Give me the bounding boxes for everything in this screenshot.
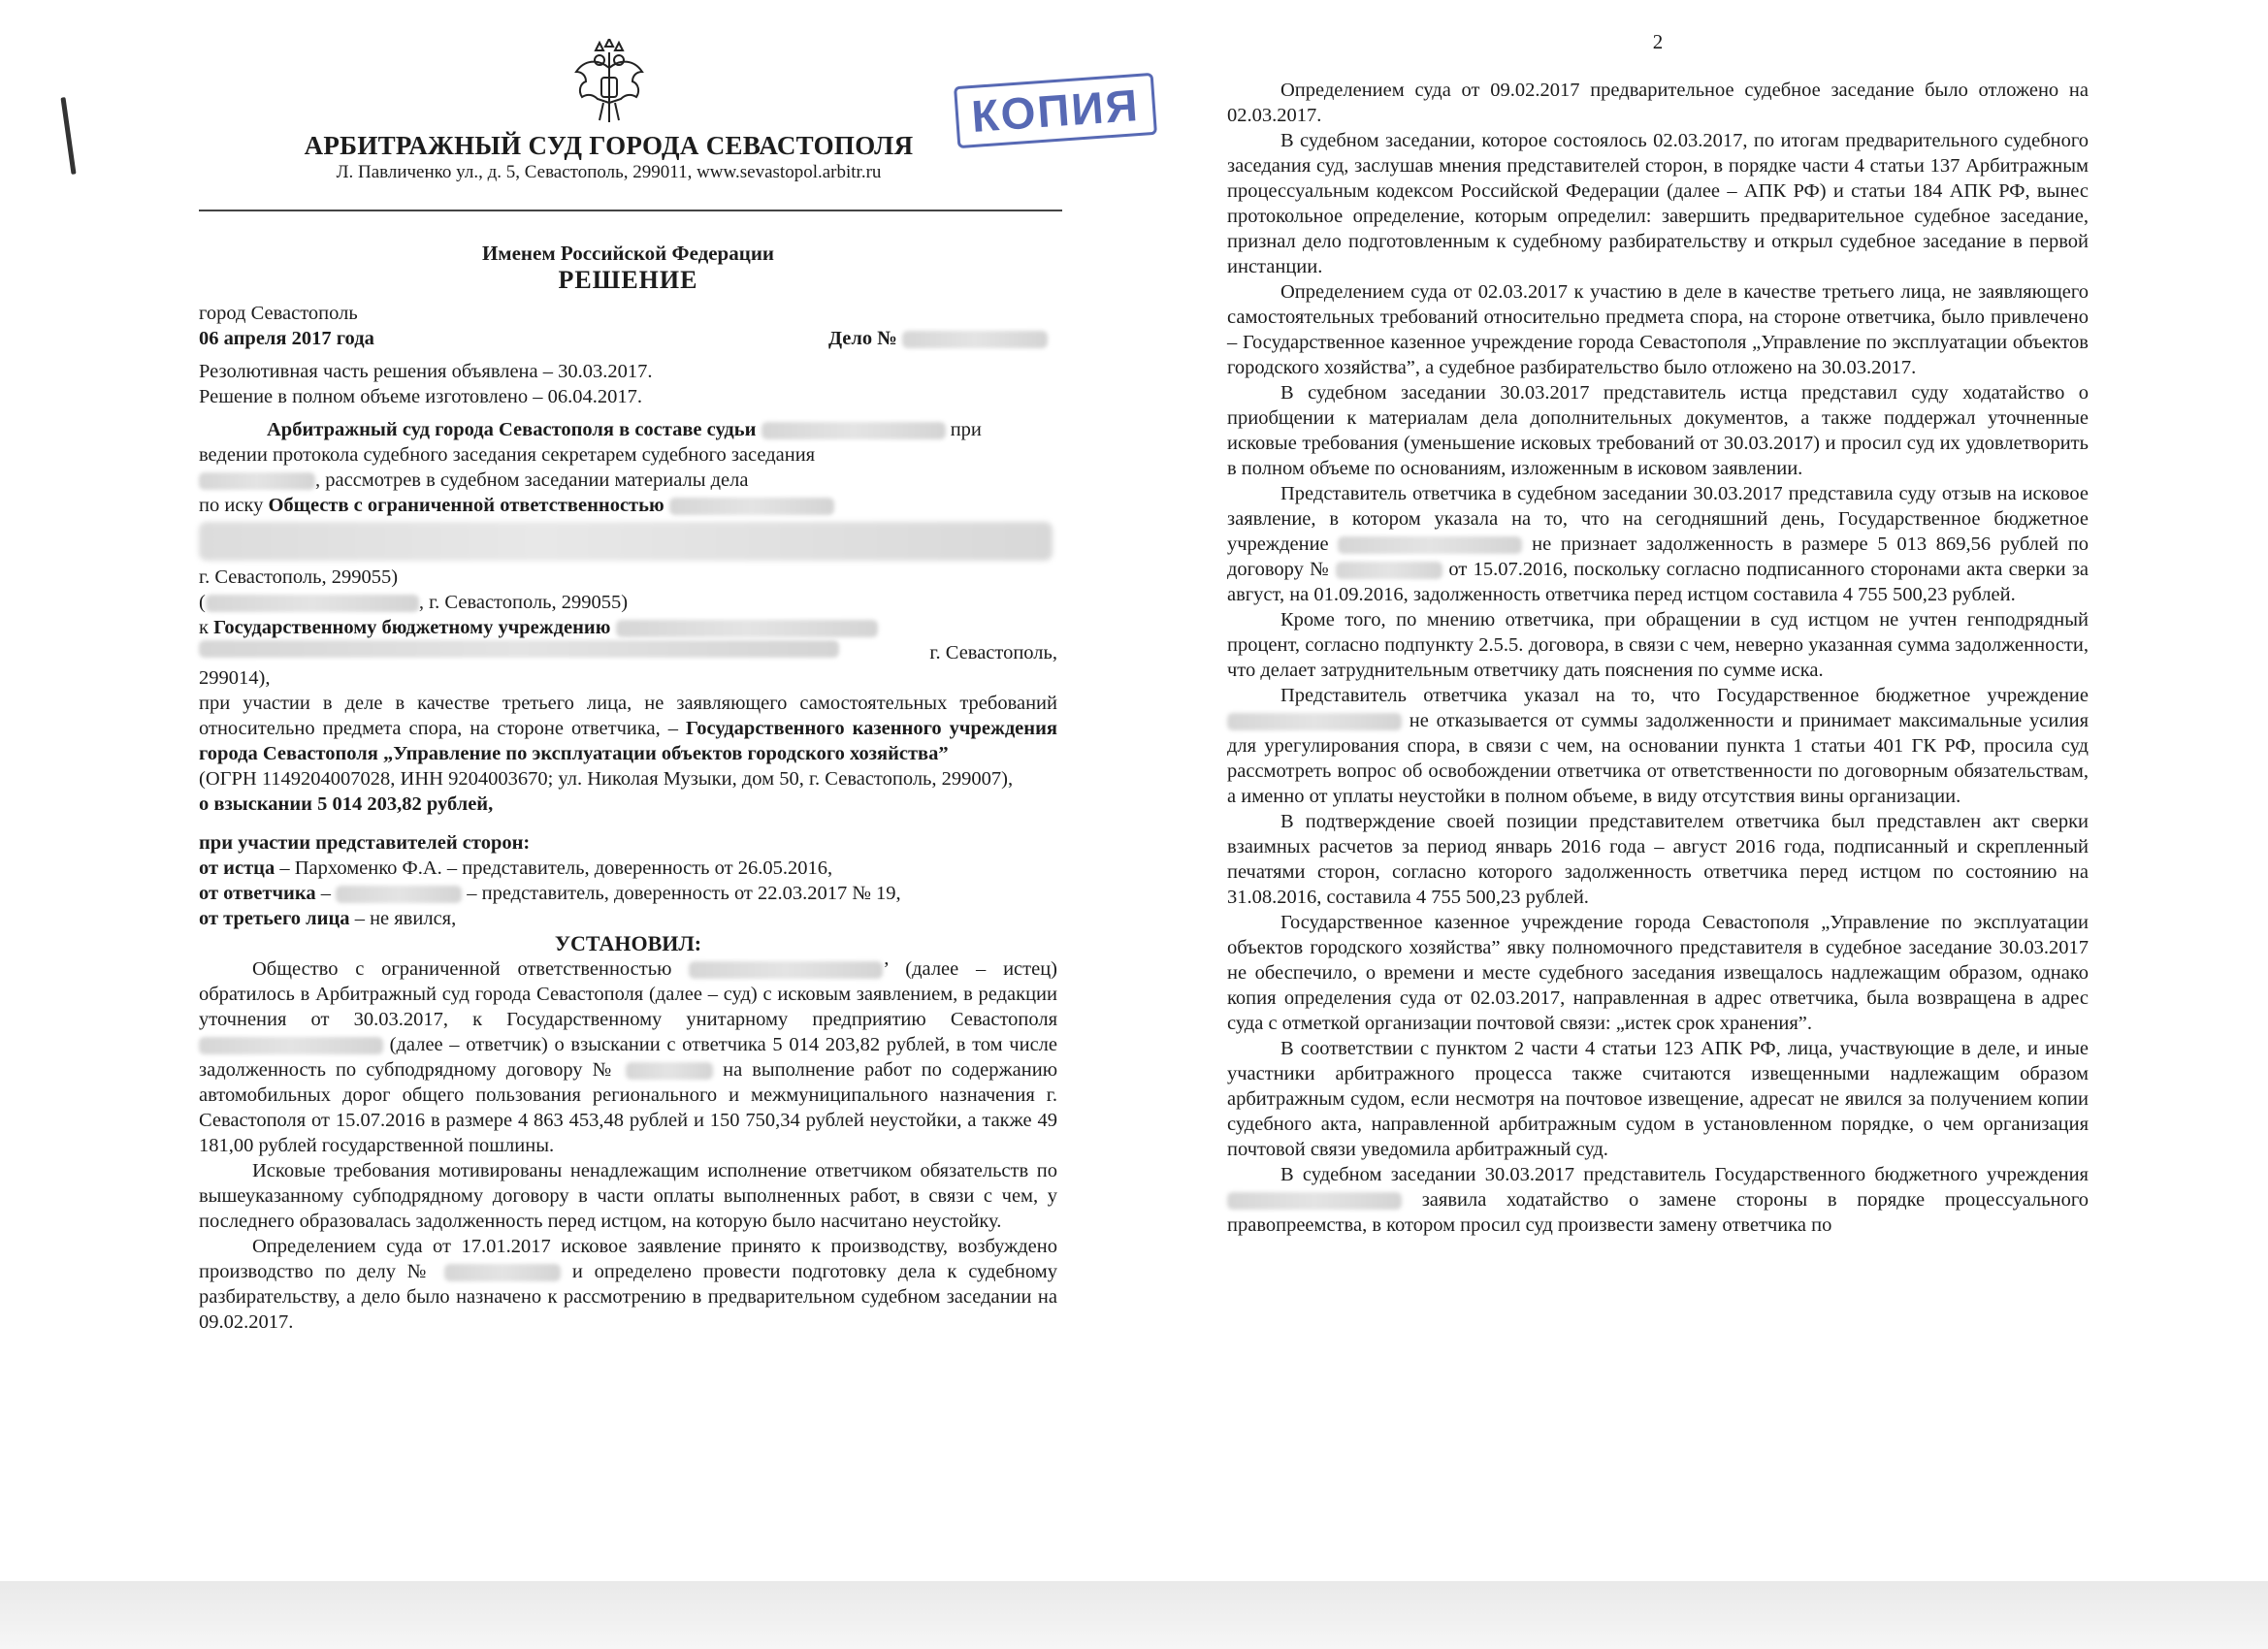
p5-b: не признает задолженность в размере 5 013 869,56 рублей по договору №: [1227, 534, 2089, 580]
plaintiff-address: [199, 590, 1057, 615]
claim-amount: о взыскании 5 014 203,82 рублей,: [199, 793, 494, 815]
redacted-institution-3: [1227, 1192, 1402, 1210]
page-1: [199, 39, 1057, 1335]
redacted-defendant: [616, 620, 878, 637]
composition-tail: при: [950, 419, 982, 440]
from-third: [199, 906, 1057, 931]
plaintiff-city: г. Севастополь, 299055): [199, 566, 399, 588]
from-plaintiff: [199, 856, 1057, 881]
redacted-company: [689, 961, 883, 979]
defendant-city: г. Севастополь,: [929, 642, 1057, 663]
p7-a: Представитель ответчика указал на то, что Государственное бюджетное учреждение: [1280, 685, 2089, 706]
paragraph-r6: Кроме того, по мнению ответчика, при обращении в суд истцом не учтен генподрядный процент, согласно подпункту 2.5.5. договора, в связи с чем, неверно указанная сумма задолженности, что делает затруднительным ответчику дать пояснения по сумме иска.: [1227, 609, 2089, 681]
redacted-secretary: [199, 472, 315, 490]
redacted-case-ref: [444, 1264, 561, 1281]
redacted-judge: [761, 422, 946, 439]
plaintiff-line: [199, 493, 1057, 518]
redacted-institution-2: [1227, 713, 1402, 730]
case-number: [828, 326, 1057, 351]
decision-date: 06 апреля 2017 года: [199, 328, 374, 349]
court-name: АРБИТРАЖНЫЙ СУД ГОРОДА СЕВАСТОПОЛЯ: [304, 131, 914, 160]
from-defendant-dash: –: [320, 883, 331, 904]
p5-a: Представитель ответчика в судебном заседании 30.03.2017 представила суду отзыв на исковое заявление, в котором указала на то, что на сегодняшний день, Государственное бюджетное учреждение: [1227, 483, 2089, 555]
paragraph-r2: В судебном заседании, которое состоялось 02.03.2017, по итогам предварительного судебного заседания суд, заслушав мнения представителей сторон, в порядке части 4 статьи 137 Арбитражным процессуальным кодексом Российской Федерации (далее – АПК РФ) и статьи 184 АПК РФ, вынес протокольное определение, которым определил: завершить предварительное судебное заседание, признал дело подготовленным к судебному разбирательству и открыл судебное заседание в первой инстанции.: [1227, 130, 2089, 277]
paragraph-r10: В соответствии с пунктом 2 части 4 статьи 123 АПК РФ, лица, участвующие в деле, и иные участники арбитражного процесса также считаются извещенными надлежащим образом арбитражным судом, если несмотря на почтовое извещение, адресат не явился за получением копии судебного акта, направленной арбитражным судом в установленном порядке, о чем организация почтовой связи уведомила арбитражный суд.: [1227, 1038, 2089, 1160]
decision-title: РЕШЕНИЕ: [558, 266, 698, 294]
date-case-row: [199, 326, 1057, 351]
court-composition: [199, 417, 1057, 442]
para1-d: на выполнение работ по содержанию автомобильных дорог общего пользования регионального и межмуниципального назначения г. Севастополя от 15.07.2016 в размере 4 863 453,48 рублей и 150 750,34 рублей неустойки, а также 49 181,00 рублей государственной пошлины.: [199, 1059, 1058, 1156]
redacted-institution: [1338, 536, 1522, 554]
paragraph-1: [199, 956, 1057, 1158]
third-party-block: [199, 691, 1057, 766]
paragraph-r1: Определением суда от 09.02.2017 предварительное судебное заседание было отложено на 02.03.2017.: [1227, 80, 2089, 126]
protocol-line: ведении протокола судебного заседания секретарем судебного заседания: [199, 444, 816, 466]
decision-made: Решение в полном объеме изготовлено – 06.04.2017.: [199, 386, 642, 407]
from-defendant-label: от ответчика: [199, 883, 316, 904]
redacted-address: [206, 595, 419, 612]
header-divider: [199, 210, 1062, 211]
paragraph-r7: [1227, 683, 2089, 809]
third-party-name: Государственного казенного учреждения города Севастополя „Управление по эксплуатации объектов городского хозяйства”: [199, 718, 1057, 764]
plaintiff-name: Обществ с ограниченной ответственностью: [268, 495, 664, 516]
paragraph-3: [199, 1234, 1057, 1335]
address-open: (: [199, 592, 206, 613]
para1-b: ’ (далее – истец) обратилось в Арбитражный суд города Севастополя (далее – суд) с исковым заявлением, в редакции уточнения от 30.03.2017, к Государственному унитарному предприятию Севастополя: [199, 958, 1058, 1030]
defendant-name: Государственному бюджетному учреждению: [213, 617, 611, 638]
considered-text: , рассмотрев в судебном заседании материалы дела: [315, 469, 749, 491]
paragraph-r9: Государственное казенное учреждение города Севастополя „Управление по эксплуатации объектов городского хозяйства” явку полномочного представителя в судебное заседание 30.03.2017 не обеспечило, о времени и месте судебного заседания извещалось надлежащим образом, однако копия определения суда от 02.03.2017, направленная в адрес ответчика, была возвращена в адрес суда с отметкой организации почтовой связи: „истек срок хранения”.: [1227, 912, 2089, 1034]
p11-b: заявила ходатайство о замене стороны в порядке процессуального правопреемства, в котором просил суд произвести замену ответчика по: [1227, 1189, 2089, 1236]
page-number: 2: [1652, 30, 1664, 53]
coat-of-arms-icon: [570, 39, 648, 124]
third-party-details: (ОГРН 1149204007028, ИНН 9204003670; ул. Николая Музыки, дом 50, г. Севастополь, 299007),: [199, 768, 1014, 790]
copy-stamp: КОПИЯ: [954, 73, 1157, 148]
redacted-defendant-details: [199, 640, 839, 658]
page-2: [1227, 29, 2089, 1238]
from-plaintiff-label: от истца: [199, 857, 275, 879]
redacted-contract: [1336, 562, 1442, 579]
p5-c: от 15.07.2016, поскольку согласно подписанного сторонами акта сверки за август, на 01.09.2016, задолженность ответчика перед истцом составила 4 755 500,23 рублей.: [1227, 559, 2090, 605]
paragraph-2: Исковые требования мотивированы ненадлежащим исполнение ответчиком обязательств по вышеуказанному субподрядному договору в части оплаты выполненных работ, в связи с чем, у последнего образовалась задолженность перед истцом, на которую было насчитано неустойку.: [199, 1160, 1057, 1232]
p7-b: не отказывается от суммы задолженности и принимает максимальные усилия для урегулирования спора, в связи с чем, на основании пункта 1 статьи 401 ГК РФ, просила суд рассмотреть вопрос об освобождении ответчика от ответственности по договорным обязательствам, а именно от уплаты неустойки в полном объеме, в виду отсутствия вины организации.: [1227, 710, 2089, 807]
city: город Севастополь: [199, 303, 358, 324]
from-defendant: [199, 881, 1057, 906]
participants-heading: при участии представителей сторон:: [199, 832, 531, 854]
p11-a: В судебном заседании 30.03.2017 представитель Государственного бюджетного учреждения: [1280, 1164, 2089, 1185]
case-label: Дело №: [827, 328, 897, 349]
redacted-plaintiff: [669, 498, 834, 515]
para1-a: Общество с ограниченной ответственностью: [252, 958, 672, 980]
third-party-intro: при участии в деле в качестве третьего лица, не заявляющего самостоятельных требований относительно предмета спора, на стороне ответчика, –: [199, 693, 1057, 739]
redacted-plaintiff-details: [199, 522, 1053, 561]
plaintiff-prefix: по иску: [199, 495, 264, 516]
paragraph-r3: Определением суда от 02.03.2017 к участию в деле в качестве третьего лица, не заявляющего самостоятельных требований относительно предмета спора, на стороне ответчика, было привлечено – Государственное казенное учреждение города Севастополя „Управление по эксплуатации объектов городского хозяйства”, а судебное разбирательство было отложено на 30.03.2017.: [1227, 281, 2089, 378]
defendant-line: [199, 615, 1057, 640]
from-defendant-text: – представитель, доверенность от 22.03.2017 № 19,: [467, 883, 901, 904]
from-third-text: – не явился,: [354, 908, 457, 929]
defendant-prefix: к: [199, 617, 209, 638]
scan-bottom-edge: [0, 1581, 2268, 1649]
defendant-city-row: [199, 640, 1057, 665]
paragraph-r11: [1227, 1162, 2089, 1238]
from-plaintiff-text: – Пархоменко Ф.А. – представитель, доверенность от 26.05.2016,: [279, 857, 833, 879]
considered-line: [199, 468, 1057, 493]
redacted-representative: [336, 886, 462, 903]
address-tail: , г. Севастополь, 299055): [418, 592, 629, 613]
established-heading: УСТАНОВИЛ:: [554, 931, 702, 955]
paragraph-r5: [1227, 481, 2089, 607]
composition-text: Арбитражный суд города Севастополя в составе судьи: [267, 419, 757, 440]
from-third-label: от третьего лица: [199, 908, 350, 929]
paragraph-r8: В подтверждение своей позиции представителем ответчика был представлен акт сверки взаимных расчетов за период январь 2016 года – август 2016 года, подписанный и скрепленный печатями сторон, согласно которого задолженность ответчика перед истцом по состоянию на 31.08.2016, составила 4 755 500,23 рублей.: [1227, 811, 2089, 908]
in-the-name-heading: Именем Российской Федерации: [481, 242, 775, 265]
paragraph-r4: В судебном заседании 30.03.2017 представитель истца представил суду ходатайство о приобщении к материалам дела дополнительных документов, а также поддержал уточненные исковые требования (уменьшение исковых требований от 30.03.2017) и просил суд их удовлетворить в полном объеме по основаниям, изложенным в исковом заявлении.: [1227, 382, 2089, 479]
para3-b: и определено провести подготовку дела к судебному разбирательству, а дело было назначено к рассмотрению в предварительном судебном заседании на 09.02.2017.: [199, 1261, 1058, 1333]
defendant-zip: 299014),: [199, 667, 271, 689]
resolution-announced: Резолютивная часть решения объявлена – 30.03.2017.: [199, 361, 653, 382]
court-address: Л. Павличенко ул., д. 5, Севастополь, 299011, www.sevastopol.arbitr.ru: [336, 162, 882, 182]
redacted-case-number: [902, 331, 1048, 348]
redacted-defendant-name: [199, 1037, 383, 1054]
para3-a: Определением суда от 17.01.2017 исковое заявление принято к производству, возбуждено производство по делу №: [199, 1236, 1057, 1282]
para1-c: (далее – ответчик) о взыскании с ответчика 5 014 203,82 рублей, в том числе задолженность по субподрядному договору №: [199, 1034, 1058, 1081]
redacted-contract-number: [626, 1062, 713, 1080]
